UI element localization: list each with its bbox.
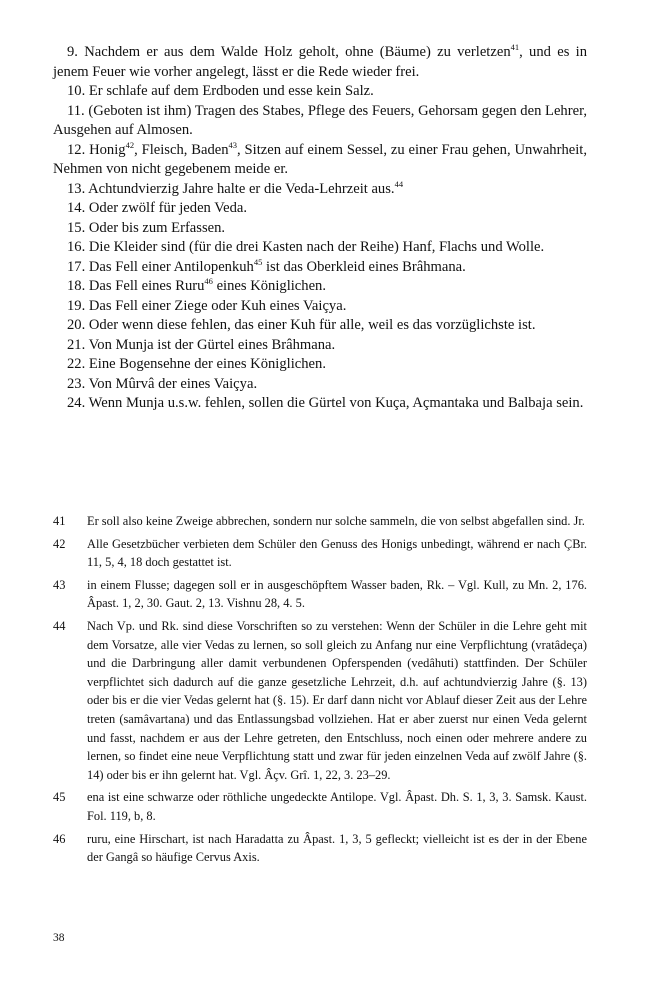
footnote-ref-44[interactable]: 44: [394, 178, 404, 189]
verse-22: 22. Eine Bogensehne der eines Königlichen.: [67, 356, 326, 372]
footnote-45: [53, 788, 587, 825]
footnote-text: in einem Flusse; dagegen soll er in ausgeschöpftem Wasser baden, Rk. – Vgl. Kull, zu Mn. 2, 176. Âpast. 1, 2, 30. Gaut. 2, 13. Vishnu 28, 4. 5.: [87, 577, 587, 611]
verse-20: 20. Oder wenn diese fehlen, das einer Kuh für alle, weil es das vorzüglichste ist.: [67, 317, 536, 333]
footnote-ref-41[interactable]: 41: [510, 42, 520, 52]
verse-11: 11. (Geboten ist ihm) Tragen des Stabes, Pflege des Feuers, Gehorsam gegen den Lehrer, Ausgehen auf Almosen.: [53, 102, 587, 138]
footnote-ref-43[interactable]: 43: [228, 139, 238, 150]
footnote-number: 46: [53, 831, 66, 846]
footnote-text: Nach Vp. und Rk. sind diese Vorschriften so zu verstehen: Wenn der Schüler in die Lehre geht mit dem Vorsatze, alle vier Vedas zu lernen, so soll gleich zu Anfang nur eine Verpflichtung (vratâdeça) und die Darbringung aller damit verbundenen Opferspenden (vedâhuti) stattfinden. Der Schüler verpflichtet sich dadurch auf die ganze gesetzliche Lehrzeit, d.h. auf achtundvierzig Jahre (§. 13) oder bis er die vier Vedas gelernt hat (§. 15). Er darf dann nicht vor Ablauf dieser Zeit aus der Lehre treten (samâvartana) und das Entlassungsbad vollziehen. Hat er aber zuerst nur einen Veda gelernt und fasst, nachdem er aus der Lehre getreten, den Entschluss, noch einen oder mehrere andere zu lernen, so findet eine neue Verpflichtung statt und zwar für jeden einzelnen Veda auf zwölf Jahre (§. 14) oder bis er ihn gelernt hat. Vgl. Âçv. Grî. 1, 22, 3. 23–29.: [87, 618, 587, 782]
verse-14: 14. Oder zwölf für jeden Veda.: [67, 200, 248, 216]
page-number: 38: [53, 932, 65, 944]
footnote-ref-42[interactable]: 42: [125, 139, 135, 150]
footnote-46: [53, 830, 587, 867]
footnote-43: [53, 576, 587, 613]
footnote-text: ena ist eine schwarze oder röthliche ungedeckte Antilope. Vgl. Âpast. Dh. S. 1, 3, 3. Samsk. Kaust. Fol. 119, b, 8.: [87, 790, 587, 823]
verse-23: 23. Von Mûrvâ der eines Vaiçya.: [67, 375, 258, 392]
verse-19: 19. Das Fell einer Ziege oder Kuh eines Vaiçya.: [67, 297, 347, 314]
footnote-ref-46[interactable]: 46: [204, 276, 213, 286]
verse-block: [53, 43, 587, 414]
footnote-42: [53, 535, 587, 572]
verse-13: 13. Achtundvierzig Jahre halte er die Veda-Lehrzeit aus.$^{44}$: [67, 178, 404, 197]
footnote-number: 43: [53, 577, 66, 592]
verse-12: 12. Honig$^{42}$, Fleisch, Baden$^{43}$, Sitzen auf einem Sessel, zu einer Frau gehen, Unwahrheit, Nehmen von nicht gegebenem meide er.: [53, 139, 587, 177]
footnote-number: 45: [53, 790, 66, 805]
footnote-text: ruru, eine Hirschart, ist nach Haradatta zu Âpast. 1, 3, 5 gefleckt; vielleicht ist es der in der Ebene der Gangâ so häufige Cervus Axis.: [87, 831, 587, 865]
footnotes-section: [53, 512, 587, 871]
footnote-text: Alle Gesetzbücher verbieten dem Schüler den Genuss des Honigs unbedingt, während er nach ÇBr. 11, 5, 4, 18 doch gestattet ist.: [87, 536, 587, 570]
verse-24: 24. Wenn Munja u.s.w. fehlen, sollen die Gürtel von Kuça, Açmantaka und Balbaja sein.: [67, 395, 584, 411]
verse-16: 16. Die Kleider sind (für die drei Kasten nach der Reihe) Hanf, Flachs und Wolle.: [67, 239, 545, 255]
footnote-ref-45[interactable]: 45: [253, 256, 263, 267]
footnote-number: 41: [53, 514, 66, 528]
verse-21: 21. Von Munja ist der Gürtel eines Brâhmana.: [67, 336, 336, 353]
verse-15: 15. Oder bis zum Erfassen.: [67, 219, 226, 236]
verse-9: 9. Nachdem er aus dem Walde Holz geholt, ohne (Bäume) zu verletzen$^{41}$, und es in jenem Feuer wie vorher angelegt, lässt er die Rede wieder frei.: [53, 42, 587, 80]
verse-17: 17. Das Fell einer Antilopenkuh$^{45}$ ist das Oberkleid eines Brâhmana.: [67, 256, 466, 275]
footnote-text: Er soll also keine Zweige abbrechen, sondern nur solche sammeln, die von selbst abgefallen sind. Jr.: [87, 514, 585, 528]
footnote-41: [53, 512, 587, 531]
footnote-44: [53, 617, 587, 784]
footnote-number: 44: [53, 618, 66, 633]
verse-10: 10. Er schlafe auf dem Erdboden und esse kein Salz.: [67, 83, 374, 99]
verse-18: 18. Das Fell eines Ruru$^{46}$ eines Königlichen.: [67, 276, 326, 294]
footnote-number: 42: [53, 536, 66, 551]
